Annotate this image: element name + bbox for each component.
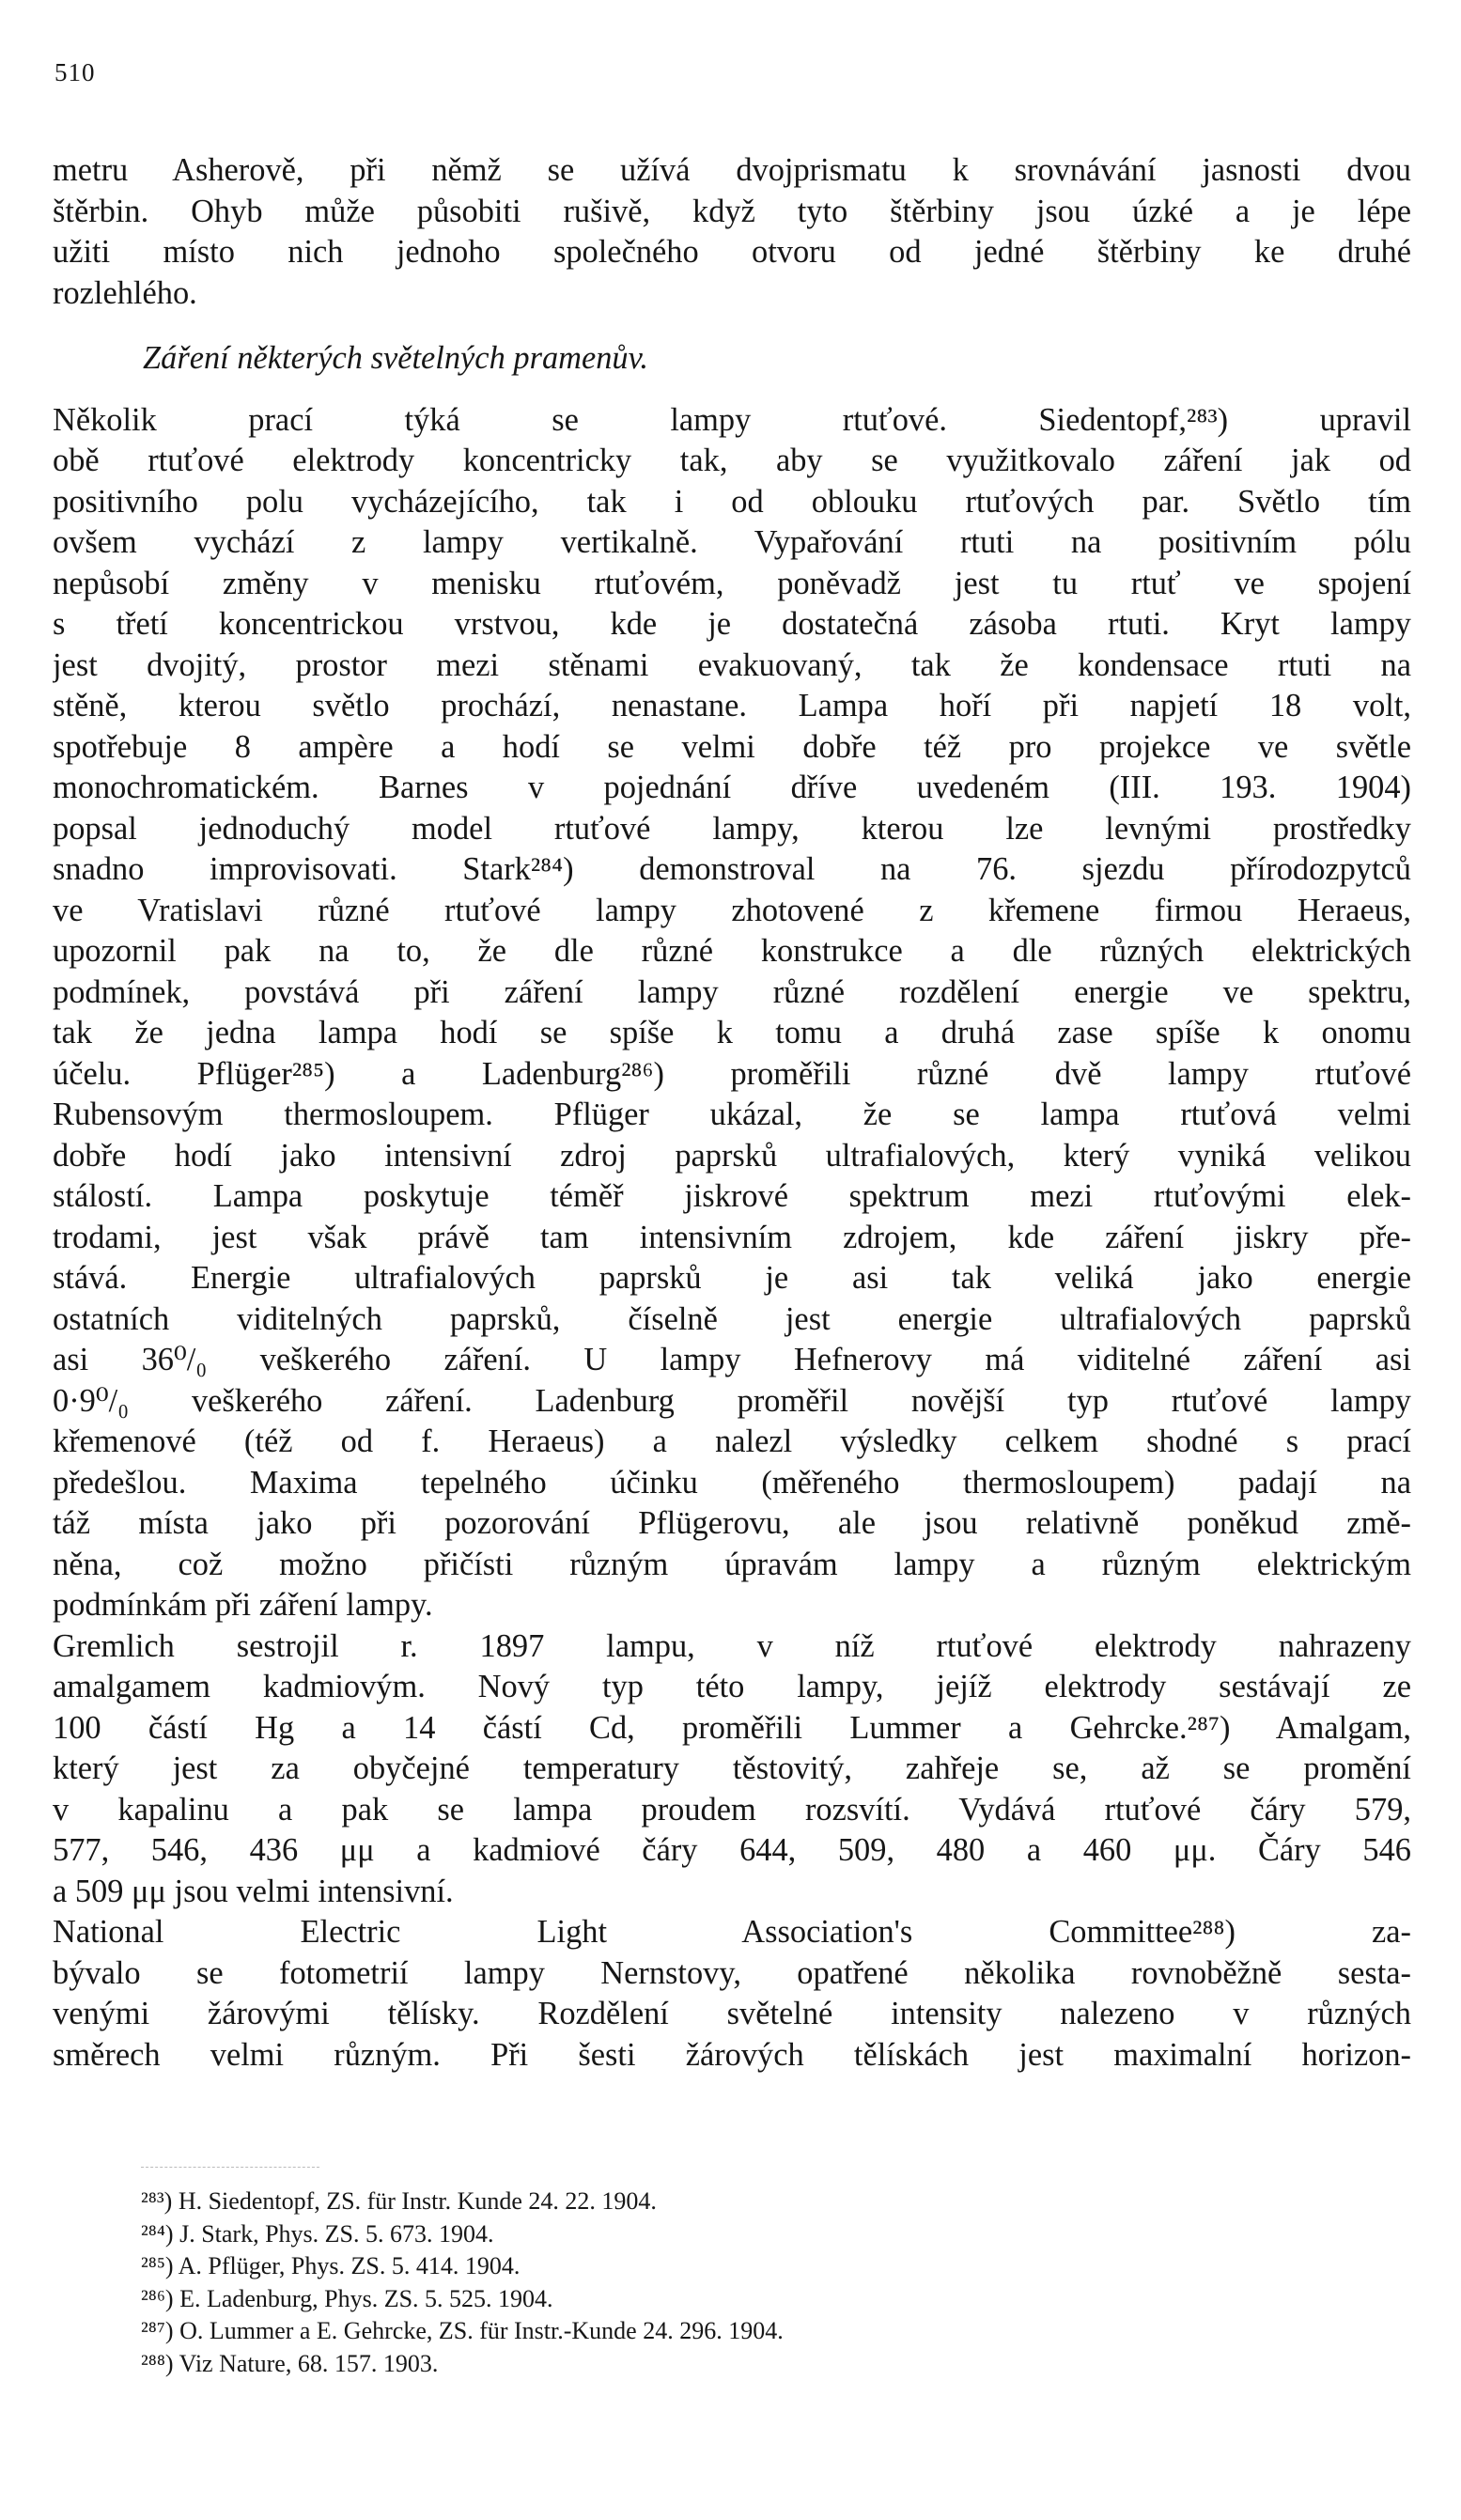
paragraph-3 bbox=[53, 1626, 1411, 1913]
text-line: Gremlich sestrojil r. 1897 lampu, v níž rtuťové elektrody nahrazeny bbox=[53, 1627, 1411, 1664]
text-line: spotřebuje 8 ampère a hodí se velmi dobře též pro projekce ve světle bbox=[53, 728, 1411, 765]
text-line: předešlou. Maxima tepelného účinku (měřeného thermosloupem) padají na bbox=[53, 1464, 1411, 1501]
text-line: stálostí. Lampa poskytuje téměř jiskrové spektrum mezi rtuťovými elek- bbox=[53, 1178, 1411, 1214]
text-line: a 509 μμ jsou velmi intensivní. bbox=[53, 1873, 454, 1909]
text-line: positivního polu vycházejícího, tak i od oblouku rtuťových par. Světlo tím bbox=[53, 483, 1411, 520]
text-line: nepůsobí změny v menisku rtuťovém, poněvadž jest tu rtuť ve spojení bbox=[53, 565, 1411, 601]
text-line: táž místa jako při pozorování Pflügerovu, ale jsou relativně poněkud změ- bbox=[53, 1505, 1411, 1541]
text-line: tak že jedna lampa hodí se spíše k tomu a druhá zase spíše k onomu bbox=[53, 1015, 1411, 1050]
text-line: obě rtuťové elektrody koncentricky tak, aby se využitkovalo záření jak od bbox=[53, 443, 1411, 478]
text-line: dobře hodí jako intensivní zdroj paprsků ultrafialových, který vyniká velikou bbox=[53, 1137, 1411, 1174]
text-line: monochromatickém. Barnes v pojednání dříve uvedeném (III. 193. 1904) bbox=[53, 770, 1411, 805]
paragraph-2 bbox=[53, 400, 1411, 1626]
text-line: něna, což možno přičísti různým úpravám lampy a různým elektrickým bbox=[53, 1546, 1411, 1582]
text-line: bývalo se fotometrií lampy Nernstovy, opatřené několika rovnoběžně sesta- bbox=[53, 1954, 1411, 1991]
body-text bbox=[53, 150, 1411, 2076]
text-line: ve Vratislavi různé rtuťové lampy zhotovené z křemene firmou Heraeus, bbox=[53, 892, 1411, 928]
text-line: s třetí koncentrickou vrstvou, kde je dostatečná zásoba rtuti. Kryt lampy bbox=[53, 606, 1411, 642]
page-number: 510 bbox=[54, 58, 96, 86]
text-line: snadno improvisovati. Stark²⁸⁴) demonstroval na 76. sjezdu přírodozpytců bbox=[53, 851, 1411, 887]
footnote: ²⁸⁵) A. Pflüger, Phys. ZS. 5. 414. 1904. bbox=[141, 2252, 521, 2279]
text-line: upozornil pak na to, že dle různé konstrukce a dle různých elektrických bbox=[53, 933, 1411, 969]
paragraph-1 bbox=[53, 150, 1411, 314]
footnote: ²⁸⁸) Viz Nature, 68. 157. 1903. bbox=[141, 2349, 439, 2377]
text-line: 577, 546, 436 μμ a kadmiové čáry 644, 509, 480 a 460 μμ. Čáry 546 bbox=[53, 1832, 1411, 1868]
text-line: rozlehlého. bbox=[53, 274, 197, 311]
text-line: štěrbin. Ohyb může působiti rušivě, když tyto štěrbiny jsou úzké a je lépe bbox=[53, 193, 1411, 229]
text-line: ostatních viditelných paprsků, číselně jest energie ultrafialových paprsků bbox=[53, 1300, 1411, 1337]
footnote: ²⁸⁷) O. Lummer a E. Gehrcke, ZS. für Instr.-Kunde 24. 296. 1904. bbox=[141, 2317, 784, 2344]
text-line: ovšem vychází z lampy vertikalně. Vypařování rtuti na positivním pólu bbox=[53, 524, 1411, 560]
text-line: stěně, kterou světlo prochází, nenastane. Lampa hoří při napjetí 18 volt, bbox=[53, 688, 1411, 723]
text-line: v kapalinu a pak se lampa proudem rozsvítí. Vydává rtuťové čáry 579, bbox=[53, 1791, 1411, 1828]
text-line: křemenové (též od f. Heraeus) a nalezl výsledky celkem shodné s prací bbox=[53, 1423, 1411, 1459]
text-line: jest dvojitý, prostor mezi stěnami evakuovaný, tak že kondensace rtuti na bbox=[53, 646, 1411, 683]
text-line: užiti místo nich jednoho společného otvoru od jedné štěrbiny ke druhé bbox=[53, 234, 1411, 270]
text-line: metru Asherově, při němž se užívá dvojprismatu k srovnávání jasnosti dvou bbox=[53, 152, 1411, 188]
footnote: ²⁸³) H. Siedentopf, ZS. für Instr. Kunde 24. 22. 1904. bbox=[141, 2187, 657, 2215]
text-line: účelu. Pflüger²⁸⁵) a Ladenburg²⁸⁶) proměřili různé dvě lampy rtuťové bbox=[53, 1055, 1411, 1092]
footnote-divider bbox=[141, 2167, 319, 2168]
text-line: podmínek, povstává při záření lampy různé rozdělení energie ve spektru, bbox=[53, 973, 1411, 1010]
text-line: 0·9⁰/₀ veškerého záření. Ladenburg proměřil novější typ rtuťové lampy bbox=[53, 1382, 1411, 1419]
text-line: který jest za obyčejné temperatury těstovitý, zahřeje se, až se promění bbox=[53, 1750, 1411, 1786]
text-line: trodami, jest však právě tam intensivním zdrojem, kde záření jiskry pře- bbox=[53, 1219, 1411, 1255]
text-line: amalgamem kadmiovým. Nový typ této lampy, jejíž elektrody sestávají ze bbox=[53, 1669, 1411, 1704]
text-line: Několik prací týká se lampy rtuťové. Siedentopf,²⁸³) upravil bbox=[53, 401, 1411, 438]
footnote: ²⁸⁶) E. Ladenburg, Phys. ZS. 5. 525. 1904. bbox=[141, 2284, 553, 2312]
text-line: 100 částí Hg a 14 částí Cd, proměřili Lummer a Gehrcke.²⁸⁷) Amalgam, bbox=[53, 1709, 1411, 1746]
text-line: asi 36⁰/₀ veškerého záření. U lampy Hefnerovy má viditelné záření asi bbox=[53, 1342, 1411, 1377]
text-line: National Electric Light Association's Committee²⁸⁸) za- bbox=[53, 1914, 1411, 1950]
text-line: popsal jednoduchý model rtuťové lampy, kterou lze levnými prostředky bbox=[53, 810, 1411, 847]
paragraph-4 bbox=[53, 1912, 1411, 2076]
text-line: stává. Energie ultrafialových paprsků je asi tak veliká jako energie bbox=[53, 1260, 1411, 1296]
footnotes bbox=[141, 2186, 1268, 2380]
text-line: podmínkám při záření lampy. bbox=[53, 1587, 433, 1623]
text-line: Rubensovým thermosloupem. Pflüger ukázal, že se lampa rtuťová velmi bbox=[53, 1097, 1411, 1132]
text-line: venými žárovými tělísky. Rozdělení světelné intensity nalezeno v různých bbox=[53, 1996, 1411, 2031]
text-line: směrech velmi různým. Při šesti žárových tělískách jest maximalní horizon- bbox=[53, 2036, 1411, 2073]
footnote: ²⁸⁴) J. Stark, Phys. ZS. 5. 673. 1904. bbox=[141, 2219, 494, 2248]
section-heading: Záření některých světelných pramenův. bbox=[143, 340, 648, 376]
